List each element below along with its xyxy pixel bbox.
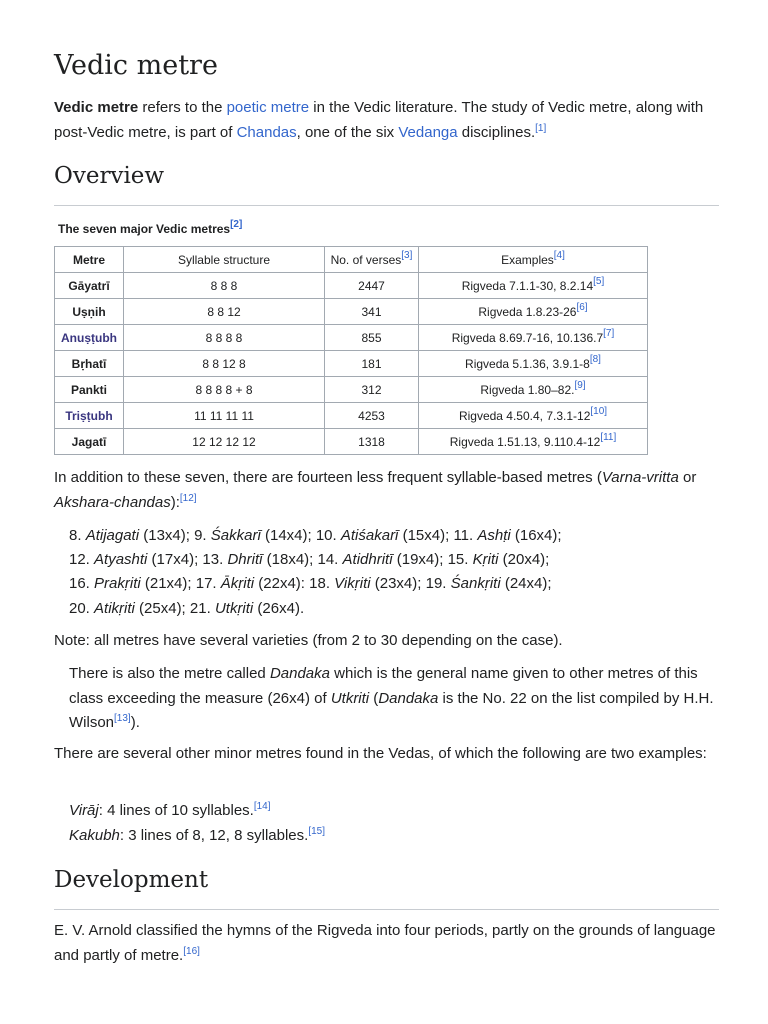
reference-link[interactable]: [7] [603, 327, 615, 339]
addition-text: In addition to these seven, there are fourteen less frequent syllable-based metres ( [54, 469, 602, 486]
term-varna-vritta: Varna-vritta [601, 469, 679, 486]
list-number: 16. [69, 575, 95, 593]
note-paragraph: Note: all metres have several varieties (from 2 to 30 depending on the case). [54, 632, 563, 649]
intro-paragraph [54, 96, 724, 145]
development-text: E. V. Arnold classified the hymns of the Rigveda into four periods, partly on the grounds of language and partly of metre. [54, 922, 716, 964]
syllable-structure-cell: 8 8 12 8 [124, 351, 325, 377]
reference-1[interactable]: [1] [535, 122, 547, 134]
metre-measure: (26x4). [253, 599, 305, 617]
metre-term: Atidhritī [342, 551, 393, 569]
verse-count-cell: 855 [325, 325, 419, 351]
verse-count-cell: 181 [325, 351, 419, 377]
metre-term: Atijagati [85, 527, 140, 544]
list-number: 15. [447, 551, 473, 569]
table-row [55, 351, 648, 377]
verse-count-cell: 4253 [325, 403, 419, 429]
example-text: : 3 lines of 8, 12, 8 syllables. [119, 827, 309, 844]
metres-table [54, 246, 648, 455]
metre-term: Śankṛiti [450, 575, 501, 593]
verse-count-cell: 312 [325, 377, 419, 403]
metre-measure: (23x4); [370, 575, 426, 593]
metre-name-cell[interactable]: Anuṣṭubh [55, 325, 124, 351]
column-header-metre: Metre [55, 247, 124, 273]
examples-cell: Rigveda 8.69.7-16, 10.136.7[7] [419, 325, 648, 351]
metre-measure: (19x4); [392, 551, 448, 569]
addition-paragraph [54, 466, 724, 515]
metre-term: Kṛiti [472, 551, 499, 569]
metre-term: Ākṛiti [220, 575, 255, 593]
section-divider [54, 205, 719, 206]
metre-term: Atyashti [94, 551, 148, 569]
term-utkriti: Utkriti [330, 689, 370, 707]
list-number: 21. [189, 599, 215, 617]
metre-name-cell: Gāyatrī [55, 273, 124, 299]
page-title: Vedic metre [54, 50, 218, 81]
metre-term: Śakkarī [210, 527, 261, 544]
metre-measure: (20x4); [498, 551, 550, 569]
dandaka-text: is the No. 22 on the list compiled by H.H. Wilson [69, 689, 714, 731]
minor-metres-paragraph: There are several other minor metres found in the Vedas, of which the following are two examples: [54, 745, 707, 762]
metre-term: Atikṛiti [94, 599, 135, 617]
metre-name-cell: Bṛhatī [55, 351, 124, 377]
metre-name-cell: Jagatī [55, 429, 124, 455]
metre-measure: (13x4); [139, 527, 195, 544]
examples-cell: Rigveda 5.1.36, 3.9.1-8[8] [419, 351, 648, 377]
list-number: 20. [69, 599, 95, 617]
table-header-row [55, 247, 648, 273]
list-number: 14. [317, 551, 343, 569]
reference-12[interactable]: [12] [179, 492, 197, 504]
metre-measure: (21x4); [140, 575, 196, 593]
intro-text: disciplines. [457, 123, 536, 141]
link-poetic-metre[interactable]: poetic metre [226, 99, 310, 116]
table-row [55, 299, 648, 325]
dandaka-paragraph [69, 662, 724, 736]
dandaka-text: ( [369, 689, 379, 707]
section-divider [54, 909, 719, 910]
example-kakubh [69, 824, 724, 849]
metre-name-cell: Pankti [55, 377, 124, 403]
reference-link[interactable]: [6] [576, 301, 588, 313]
list-number: 11. [453, 527, 478, 544]
metre-name-cell[interactable]: Triṣṭubh [55, 403, 124, 429]
reference-13[interactable]: [13] [114, 713, 131, 724]
term-akshara-chandas: Akshara-chandas [54, 493, 171, 511]
term-viraj: Virāj [69, 802, 99, 819]
examples-cell: Rigveda 1.51.13, 9.110.4-12[11] [419, 429, 648, 455]
verse-count-cell: 2447 [325, 273, 419, 299]
intro-text: refers to the [138, 99, 227, 116]
intro-text: in the Vedic literature. The study of Vedic metre, along with post-Vedic metre, is part of [54, 99, 704, 141]
example-text: : 4 lines of 10 syllables. [98, 802, 254, 819]
examples-cell: Rigveda 7.1.1-30, 8.2.14[5] [419, 273, 648, 299]
metre-measure: (15x4); [398, 527, 454, 544]
table-row [55, 273, 648, 299]
dandaka-text: ). [130, 714, 140, 731]
syllable-structure-cell: 8 8 12 [124, 299, 325, 325]
list-line [69, 548, 729, 572]
reference-16[interactable]: [16] [183, 945, 200, 957]
reference-link[interactable]: [11] [600, 431, 617, 443]
list-number: 9. [194, 527, 211, 544]
reference-link[interactable]: [5] [593, 275, 605, 287]
list-line [69, 572, 729, 596]
list-line [69, 524, 729, 548]
syllable-structure-cell: 8 8 8 8 [124, 325, 325, 351]
section-heading-overview: Overview [54, 163, 165, 189]
table-row [55, 325, 648, 351]
example-virai [69, 799, 724, 824]
reference-link[interactable]: [9] [574, 379, 586, 391]
metre-term: Dhritī [227, 551, 263, 569]
dandaka-text: There is also the metre called [69, 665, 270, 682]
development-paragraph [54, 919, 724, 968]
list-number: 8. [69, 527, 86, 544]
link-vedanga[interactable]: Vedanga [398, 123, 458, 141]
list-number: 13. [202, 551, 228, 569]
examples-cell: Rigveda 4.50.4, 7.3.1-12[10] [419, 403, 648, 429]
dandaka-text: which is the general name given to other metres of this class exceeding the measure (26x4) of [69, 665, 698, 707]
syllable-structure-cell: 8 8 8 [124, 273, 325, 299]
metre-measure: (24x4); [500, 575, 552, 593]
examples-cell: Rigveda 1.8.23-26[6] [419, 299, 648, 325]
list-line [69, 597, 729, 621]
metre-name-cell: Uṣṇih [55, 299, 124, 325]
metre-measure: (22x4): [254, 575, 310, 593]
column-header-examples: Examples[4] [419, 247, 648, 273]
metre-measure: (17x4); [147, 551, 203, 569]
table-caption [58, 219, 243, 236]
term-dandaka: Dandaka [378, 689, 439, 707]
verse-count-cell: 341 [325, 299, 419, 325]
list-number: 19. [425, 575, 451, 593]
reference-4[interactable]: [4] [553, 249, 565, 261]
column-header-syllable-structure: Syllable structure [124, 247, 325, 273]
table-row [55, 377, 648, 403]
syllable-structure-cell: 11 11 11 11 [124, 403, 325, 429]
metre-measure: (14x4); [260, 527, 316, 544]
reference-2[interactable]: [2] [230, 219, 243, 230]
intro-bold-term: Vedic metre [54, 99, 139, 116]
intro-text: , one of the six [296, 123, 399, 141]
caption-text: The seven major Vedic metres [58, 222, 231, 236]
column-header-verses: No. of verses[3] [325, 247, 419, 273]
metre-measure: (25x4); [134, 599, 190, 617]
examples-cell: Rigveda 1.80–82.[9] [419, 377, 648, 403]
list-number: 17. [195, 575, 221, 593]
syllable-structure-cell: 12 12 12 12 [124, 429, 325, 455]
section-heading-development: Development [54, 867, 209, 893]
syllable-structure-cell: 8 8 8 8 + 8 [124, 377, 325, 403]
metre-measure: (16x4); [510, 527, 562, 544]
reference-3[interactable]: [3] [401, 249, 413, 261]
metre-term: Prakṛiti [94, 575, 141, 593]
list-number: 12. [69, 551, 95, 569]
list-number: 10. [315, 527, 341, 544]
addition-text: or [678, 469, 697, 486]
addition-text: ): [170, 493, 180, 511]
metre-term: Utkṛiti [214, 599, 254, 617]
metre-measure: (18x4); [262, 551, 318, 569]
reference-link[interactable]: [8] [589, 353, 601, 365]
metre-term: Vikṛiti [334, 575, 371, 593]
table-row [55, 403, 648, 429]
link-chandas[interactable]: Chandas [236, 123, 297, 141]
minor-metres-list [69, 524, 729, 621]
metre-term: Ashṭi [477, 527, 511, 544]
list-number: 18. [309, 575, 335, 593]
reference-link[interactable]: [10] [590, 405, 608, 417]
metre-term: Atiśakarī [340, 527, 399, 544]
reference-14[interactable]: [14] [253, 801, 271, 812]
verse-count-cell: 1318 [325, 429, 419, 455]
reference-15[interactable]: [15] [308, 826, 325, 837]
term-kakubh: Kakubh [69, 827, 120, 844]
term-dandaka: Dandaka [269, 665, 330, 682]
table-row [55, 429, 648, 455]
